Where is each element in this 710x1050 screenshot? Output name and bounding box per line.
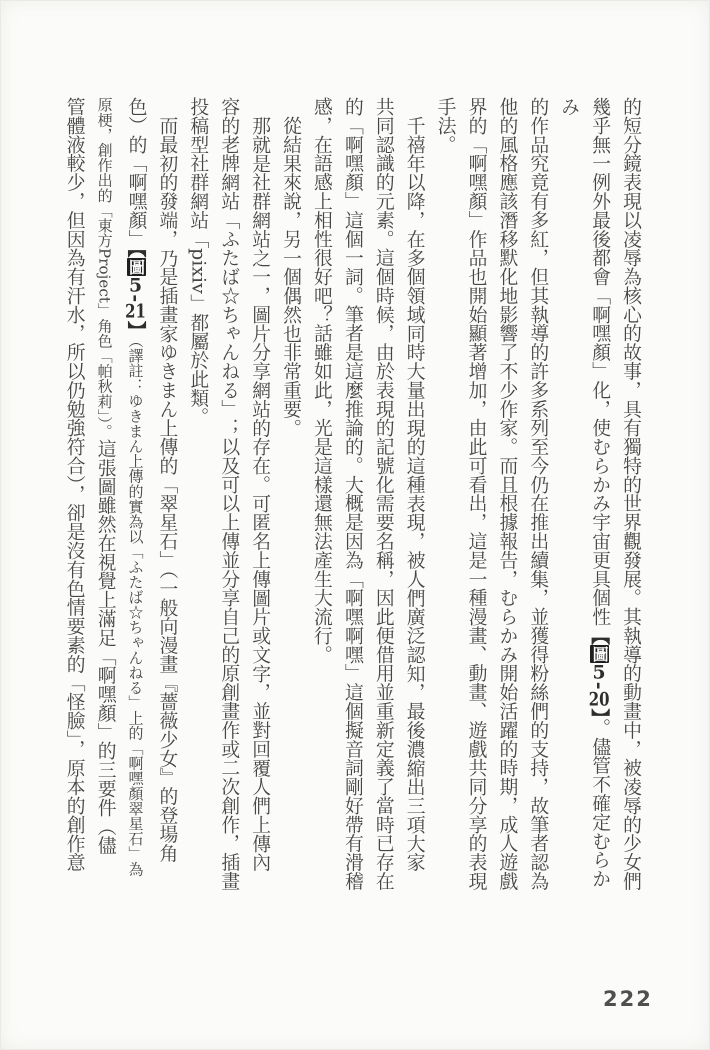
text-column: [490, 97, 521, 905]
body-text: 的「啊嘿顏」這個一詞。筆者是這麼推論的。大概是因為「啊嘿啊嘿」這個擬音詞剛好帶有滑稽: [341, 97, 363, 891]
body-text: 容的老牌網站「ふたば☆ちゃんねる」；以及可以上傳並分享自己的原創畫作或二次創作，插畫: [218, 97, 240, 891]
text-column: [305, 97, 336, 905]
text-column: [58, 97, 89, 905]
text-column: [614, 97, 645, 905]
body-text: 那就是社群網站之一，圖片分享網站的存在。可匿名上傳圖片或文字，並對回覆人們上傳內: [249, 116, 271, 872]
text-column: [429, 97, 460, 905]
body-text: 手法。: [434, 97, 456, 154]
figure-reference: 【圖5-21】: [124, 248, 147, 341]
body-text: 管體液較少，但因為有汗水，所以仍勉強符合），卻是沒有色情要素的「怪臉」，原本的創作意: [63, 97, 85, 872]
text-column: [460, 97, 491, 905]
text-column: [212, 97, 243, 905]
text-column: [89, 97, 120, 905]
body-text: 他的風格應該潛移默化地影響了不少作家。而且根據報告，むらかみ開始活躍的時期，成人遊戲: [496, 97, 518, 891]
text-column: [243, 97, 274, 905]
body-text: 感，在語感上相性很好吧？話雖如此，光是這樣還無法產生大流行。: [310, 97, 332, 664]
body-text: 界的「啊嘿顏」作品也開始顯著增加，由此可看出，這是一種漫畫、動畫、遊戲共同分享的表現: [465, 97, 487, 891]
figure-icon: 圖: [590, 645, 610, 662]
body-text: 。儘管不確定むらかみ: [558, 97, 611, 888]
body-text: 從結果來說，另一個偶然也非常重要。: [280, 116, 302, 438]
body-text: 的作品究竟有多紅，但其執導的許多系列至今仍在推出續集，並獲得粉絲們的支持，故筆者認為: [527, 97, 549, 891]
translator-note-text: 原梗，創作出的「東方Project」角色「帕秋莉」）。: [95, 97, 114, 439]
body-text: 的短分鏡表現以凌辱為核心的故事，具有獨特的世界觀發展。其執導的動畫中，被凌辱的少女們: [620, 97, 641, 891]
text-column: [336, 97, 367, 905]
page-number: 222: [603, 987, 653, 1011]
figure-reference: 【圖5-20】: [588, 625, 611, 718]
translator-note-text: （譯註：ゆきまん上傳的實為以「ふたば☆ちゃんねる」上的「啊嘿顏翠星石」為: [126, 340, 145, 877]
body-text: 色）的「啊嘿顏」: [125, 97, 147, 249]
text-column: [367, 97, 398, 905]
body-text: 投稿型社群網站「pixiv」都屬於此類。: [187, 97, 209, 427]
text-block: [63, 97, 645, 905]
text-column: [151, 97, 182, 905]
body-text: 幾乎無一例外最後都會「啊嘿顏」化，使むらかみ宇宙更具個性: [589, 97, 611, 626]
body-text: 千禧年以降，在多個領域同時大量出現的這種表現，被人們廣泛認知，最後濃縮出三項大家: [403, 116, 425, 872]
text-column: [552, 97, 614, 905]
figure-icon: 圖: [126, 258, 146, 275]
body-text: 而最初的發端，乃是插畫家ゆきまん上傳的「翠星石」（一般向漫畫『薔薇少女』的登場角: [156, 116, 178, 863]
body-text: 共同認識的元素。這個時候，由於表現的記號化需要名稱，因此便借用並重新定義了當時已存在: [372, 97, 394, 891]
text-column: [521, 97, 552, 905]
text-column: [181, 97, 212, 905]
body-text: 這張圖雖然在視覺上滿足「啊嘿顏」的三要件（儘: [94, 438, 116, 855]
text-column: [398, 97, 429, 905]
text-column: [274, 97, 305, 905]
text-column: [120, 97, 151, 905]
